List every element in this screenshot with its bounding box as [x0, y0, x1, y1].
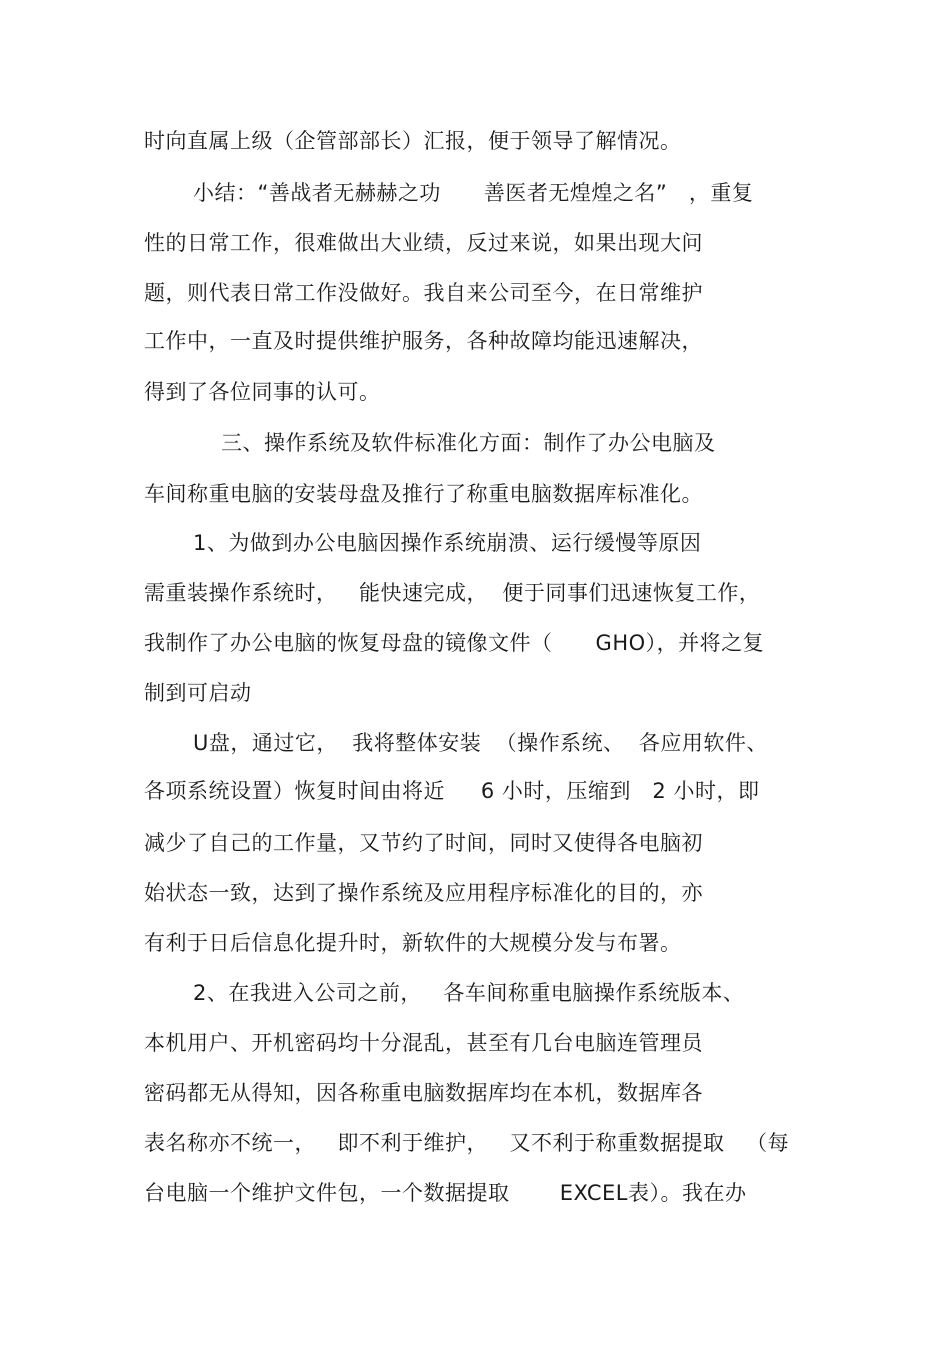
text-line: U盘，通过它， 我将整体安装 （操作系统、 各应用软件、 [193, 731, 768, 755]
text-line: 小结：“善战者无赫赫之功 善医者无煌煌之名” ，重复 [193, 181, 754, 205]
text-line: 性的日常工作，很难做出大业绩，反过来说，如果出现大问 [144, 231, 703, 255]
text-line: 1、为做到办公电脑因操作系统崩溃、运行缓慢等原因 [193, 531, 702, 555]
text-line: 时向直属上级（企管部部长）汇报，便于领导了解情况。 [144, 129, 682, 153]
text-line: 减少了自己的工作量，又节约了时间，同时又使得各电脑初 [144, 831, 703, 855]
text-line: 制到可启动 [144, 681, 252, 705]
text-line: 各项系统设置）恢复时间由将近 6 小时，压缩到 2 小时，即 [144, 779, 760, 803]
text-line: 表名称亦不统一， 即不利于维护， 又不利于称重数据提取 （每 [144, 1131, 790, 1155]
text-line: 我制作了办公电脑的恢复母盘的镜像文件（ GHO），并将之复 [144, 631, 765, 655]
text-line: 车间称重电脑的安装母盘及推行了称重电脑数据库标准化。 [144, 482, 703, 506]
text-line: 始状态一致，达到了操作系统及应用程序标准化的目的，亦 [144, 881, 703, 905]
text-line: 有利于日后信息化提升时，新软件的大规模分发与布署。 [144, 931, 682, 955]
text-line: 密码都无从得知，因各称重电脑数据库均在本机，数据库各 [144, 1081, 703, 1105]
text-line: 本机用户、开机密码均十分混乱，甚至有几台电脑连管理员 [144, 1031, 703, 1055]
text-line: 2、在我进入公司之前， 各车间称重电脑操作系统版本、 [193, 981, 745, 1005]
text-line: 题，则代表日常工作没做好。我自来公司至今，在日常维护 [144, 281, 703, 305]
text-line: 台电脑一个维护文件包，一个数据提取 EXCEL表）。我在办 [144, 1181, 747, 1205]
text-line: 工作中，一直及时提供维护服务，各种故障均能迅速解决， [144, 329, 703, 353]
text-line: 需重装操作系统时， 能快速完成， 便于同事们迅速恢复工作， [144, 581, 761, 605]
text-line: 得到了各位同事的认可。 [144, 380, 381, 404]
section-heading: 三、操作系统及软件标准化方面：制作了办公电脑及 [221, 431, 716, 455]
